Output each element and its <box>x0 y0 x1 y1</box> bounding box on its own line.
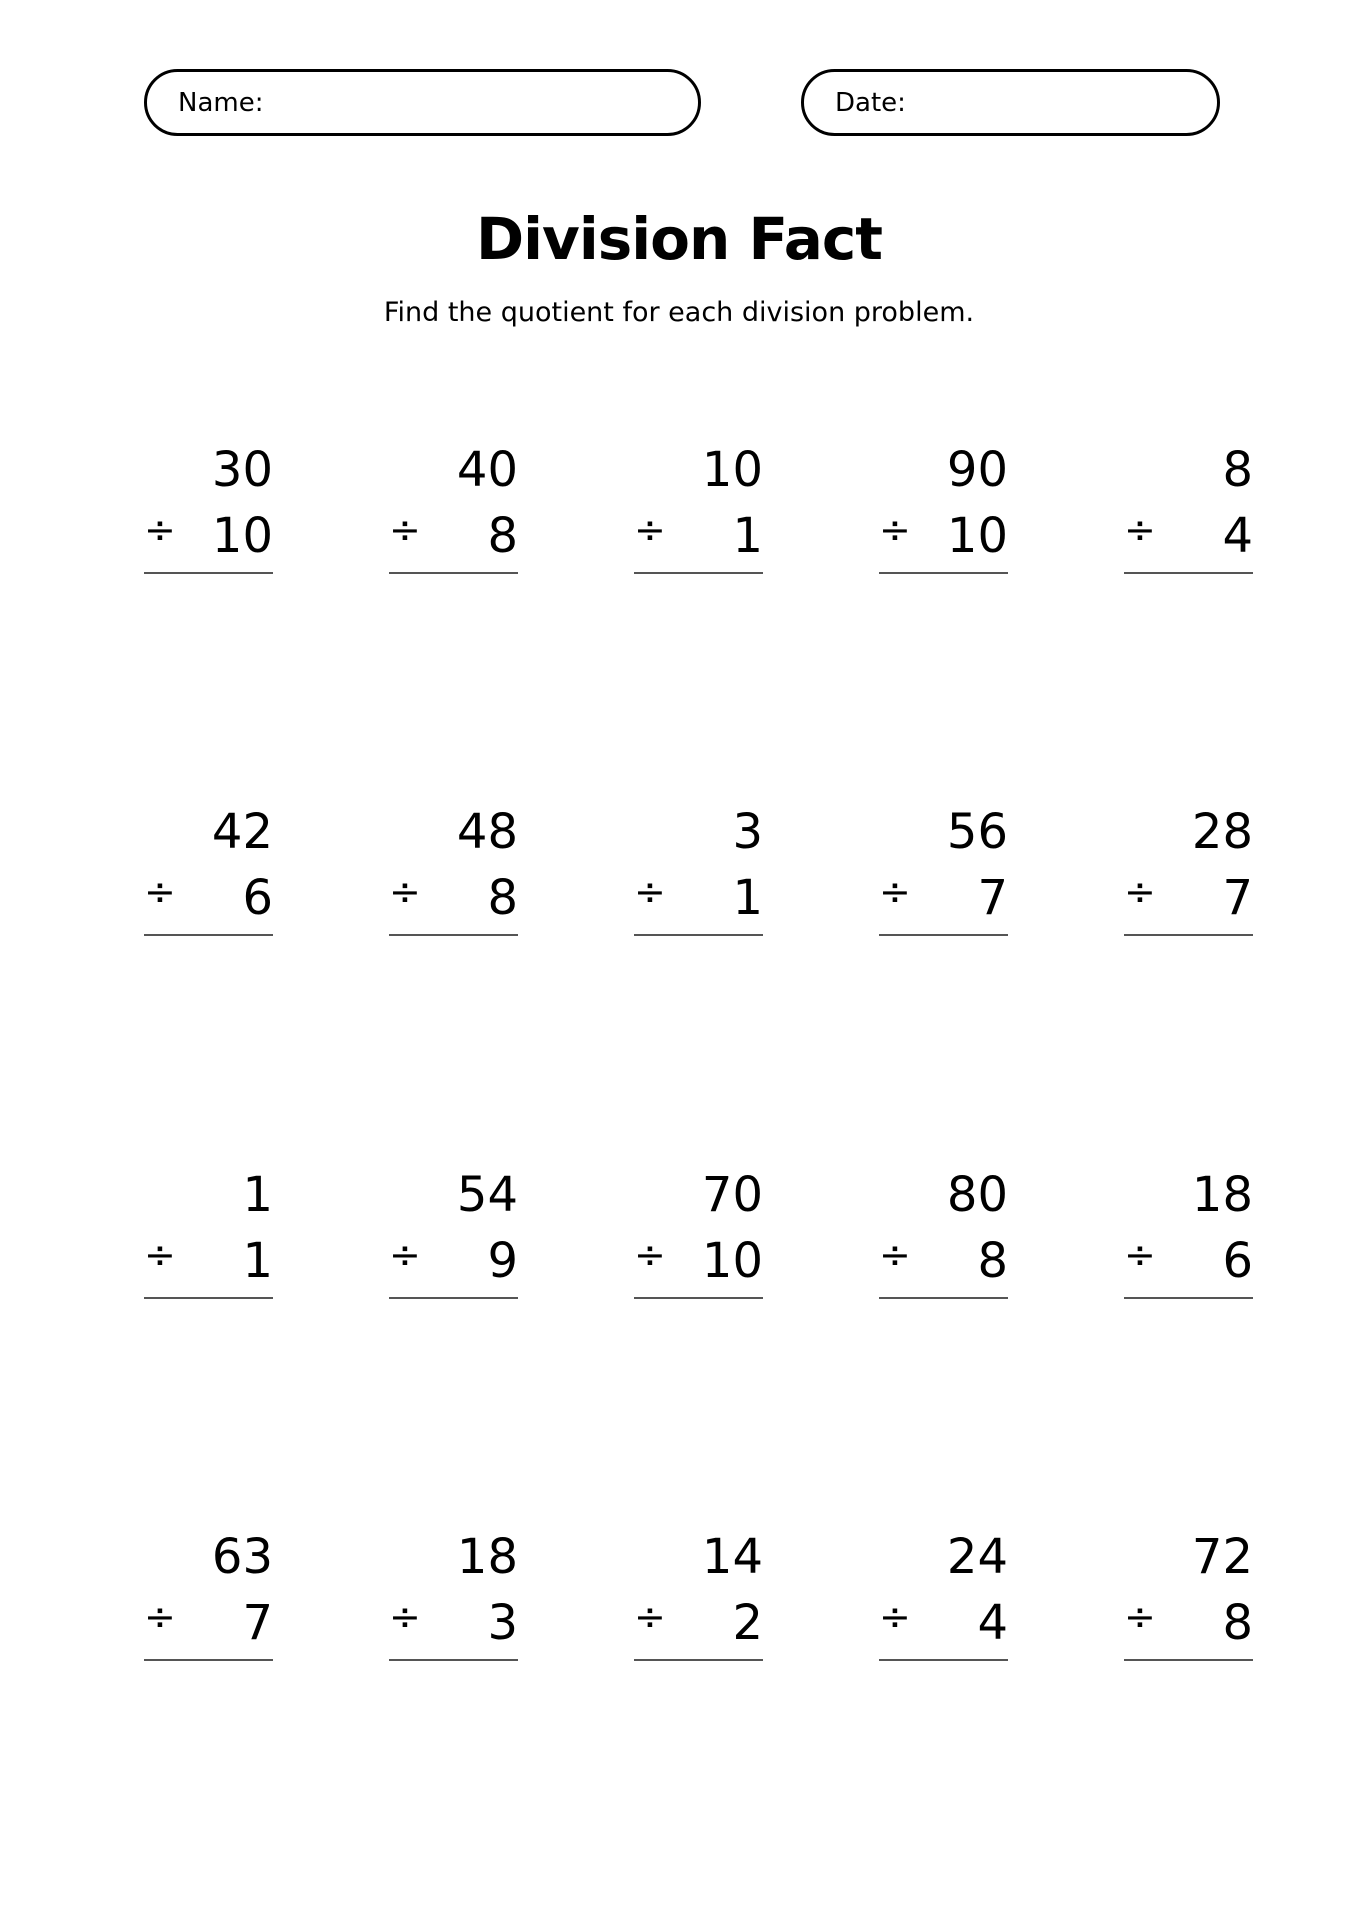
division-sign: ÷ <box>144 870 176 914</box>
division-sign: ÷ <box>144 1233 176 1277</box>
division-problem <box>144 1165 273 1289</box>
answer-line[interactable] <box>144 1297 273 1299</box>
answer-line[interactable] <box>389 1297 518 1299</box>
division-problem <box>634 1165 763 1289</box>
division-problem <box>389 1527 518 1651</box>
instructions: Find the quotient for each division problem. <box>383 297 975 328</box>
division-problem <box>634 802 763 926</box>
division-problem <box>879 1527 1008 1651</box>
divisor: 6 <box>242 870 273 926</box>
page-title: Division Fact <box>476 205 882 273</box>
divisor: 10 <box>701 1233 763 1289</box>
divisor: 1 <box>732 508 763 564</box>
dividend: 63 <box>211 1529 273 1585</box>
division-sign: ÷ <box>1124 870 1156 914</box>
divisor: 8 <box>487 870 518 926</box>
division-problem <box>1124 1165 1253 1289</box>
dividend: 40 <box>456 442 518 498</box>
division-problem <box>144 802 273 926</box>
dividend: 14 <box>701 1529 763 1585</box>
divisor: 10 <box>946 508 1008 564</box>
division-problem <box>144 440 273 564</box>
division-problem <box>634 440 763 564</box>
divisor: 1 <box>732 870 763 926</box>
division-sign: ÷ <box>389 870 421 914</box>
division-sign: ÷ <box>634 1595 666 1639</box>
division-sign: ÷ <box>879 1595 911 1639</box>
division-problem <box>1124 1527 1253 1651</box>
divisor: 8 <box>977 1233 1008 1289</box>
answer-line[interactable] <box>1124 1659 1253 1661</box>
dividend: 80 <box>946 1167 1008 1223</box>
divisor: 7 <box>242 1595 273 1651</box>
answer-line[interactable] <box>1124 572 1253 574</box>
divisor: 8 <box>1222 1595 1253 1651</box>
divisor: 6 <box>1222 1233 1253 1289</box>
division-sign: ÷ <box>144 508 176 552</box>
answer-line[interactable] <box>634 1659 763 1661</box>
dividend: 8 <box>1222 442 1253 498</box>
division-problem <box>879 802 1008 926</box>
dividend: 3 <box>732 804 763 860</box>
division-sign: ÷ <box>879 870 911 914</box>
division-problem <box>1124 802 1253 926</box>
answer-line[interactable] <box>144 572 273 574</box>
answer-line[interactable] <box>879 1659 1008 1661</box>
dividend: 56 <box>946 804 1008 860</box>
answer-line[interactable] <box>389 572 518 574</box>
answer-line[interactable] <box>879 934 1008 936</box>
answer-line[interactable] <box>1124 1297 1253 1299</box>
date-field[interactable] <box>801 69 1220 136</box>
divisor: 1 <box>242 1233 273 1289</box>
division-problem <box>1124 440 1253 564</box>
dividend: 54 <box>456 1167 518 1223</box>
division-sign: ÷ <box>1124 508 1156 552</box>
answer-line[interactable] <box>879 1297 1008 1299</box>
division-problem <box>389 802 518 926</box>
dividend: 42 <box>211 804 273 860</box>
division-sign: ÷ <box>144 1595 176 1639</box>
answer-line[interactable] <box>144 1659 273 1661</box>
divisor: 4 <box>1222 508 1253 564</box>
dividend: 18 <box>456 1529 518 1585</box>
answer-line[interactable] <box>634 934 763 936</box>
divisor: 10 <box>211 508 273 564</box>
division-problem <box>634 1527 763 1651</box>
divisor: 7 <box>1222 870 1253 926</box>
answer-line[interactable] <box>389 934 518 936</box>
division-sign: ÷ <box>389 1233 421 1277</box>
division-sign: ÷ <box>389 1595 421 1639</box>
division-sign: ÷ <box>389 508 421 552</box>
answer-line[interactable] <box>879 572 1008 574</box>
division-sign: ÷ <box>879 1233 911 1277</box>
divisor: 9 <box>487 1233 518 1289</box>
division-problem <box>879 440 1008 564</box>
division-problem <box>389 1165 518 1289</box>
division-sign: ÷ <box>634 508 666 552</box>
name-field[interactable] <box>144 69 701 136</box>
dividend: 1 <box>242 1167 273 1223</box>
answer-line[interactable] <box>389 1659 518 1661</box>
answer-line[interactable] <box>634 1297 763 1299</box>
divisor: 7 <box>977 870 1008 926</box>
division-sign: ÷ <box>879 508 911 552</box>
answer-line[interactable] <box>1124 934 1253 936</box>
division-problem <box>389 440 518 564</box>
name-label: Name: <box>178 87 264 118</box>
division-sign: ÷ <box>1124 1233 1156 1277</box>
divisor: 8 <box>487 508 518 564</box>
dividend: 28 <box>1191 804 1253 860</box>
answer-line[interactable] <box>634 572 763 574</box>
dividend: 48 <box>456 804 518 860</box>
division-sign: ÷ <box>634 1233 666 1277</box>
divisor: 4 <box>977 1595 1008 1651</box>
division-problem <box>144 1527 273 1651</box>
dividend: 10 <box>701 442 763 498</box>
division-problem <box>879 1165 1008 1289</box>
divisor: 3 <box>487 1595 518 1651</box>
dividend: 18 <box>1191 1167 1253 1223</box>
date-label: Date: <box>835 87 906 118</box>
answer-line[interactable] <box>144 934 273 936</box>
dividend: 30 <box>211 442 273 498</box>
dividend: 90 <box>946 442 1008 498</box>
division-sign: ÷ <box>634 870 666 914</box>
dividend: 24 <box>946 1529 1008 1585</box>
dividend: 72 <box>1191 1529 1253 1585</box>
divisor: 2 <box>732 1595 763 1651</box>
division-sign: ÷ <box>1124 1595 1156 1639</box>
dividend: 70 <box>701 1167 763 1223</box>
